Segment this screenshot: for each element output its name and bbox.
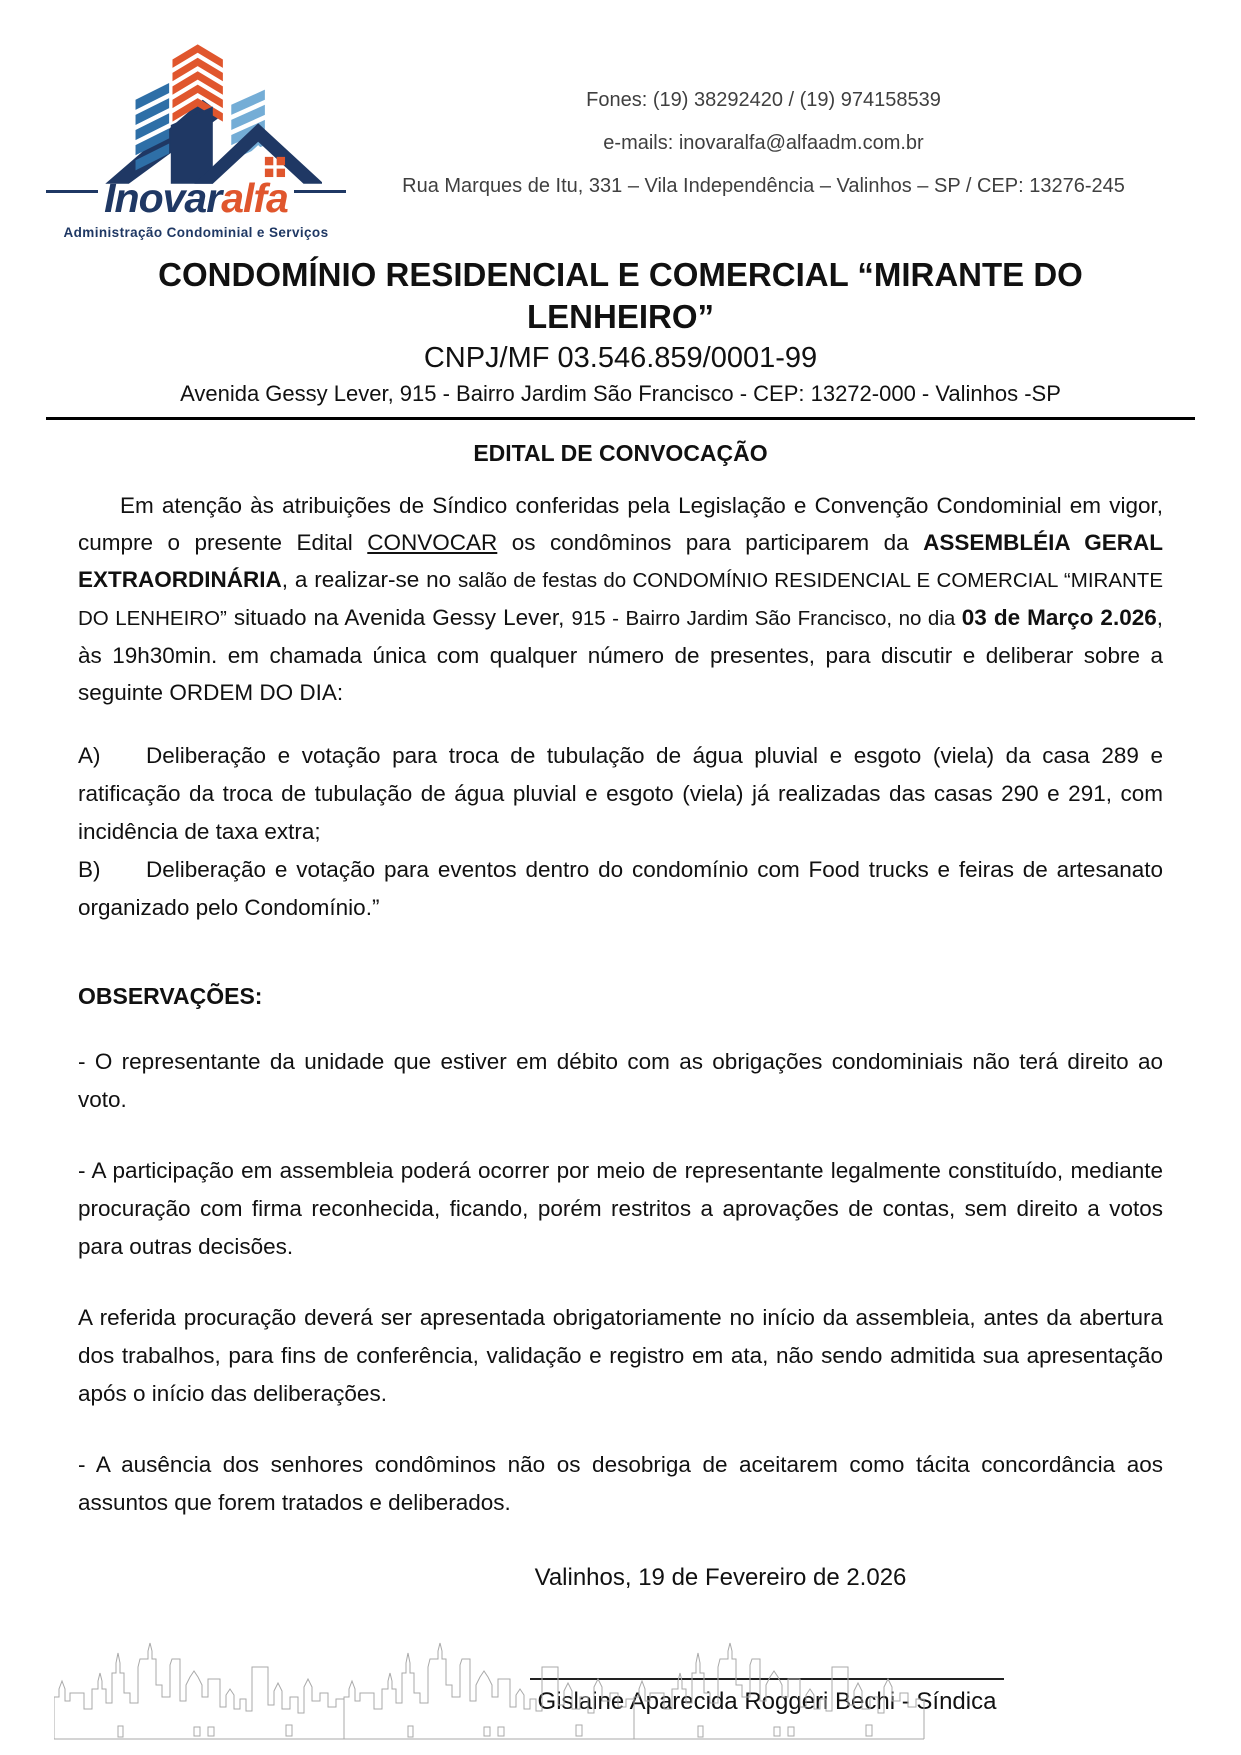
brand-wordmark bbox=[46, 175, 346, 221]
brand-inovar: Inovar bbox=[104, 175, 222, 221]
condo-address: Avenida Gessy Lever, 915 - Bairro Jardim São Francisco - CEP: 13272-000 - Valinhos -SP bbox=[180, 381, 1061, 407]
office-address-line: Rua Marques de Itu, 331 – Vila Independência – Valinhos – SP / CEP: 13276-245 bbox=[402, 175, 1125, 197]
condo-title: CONDOMÍNIO RESIDENCIAL E COMERCIAL “MIRANTE DO LENHEIRO” bbox=[158, 256, 1083, 336]
observation-paragraph-1: - O representante da unidade que estiver em débito com as obrigações condominiais não terá direito ao voto. bbox=[78, 1049, 1163, 1113]
emails-line: e-mails: inovaralfa@alfaadm.com.br bbox=[603, 132, 924, 154]
observation-paragraph-3: A referida procuração deverá ser apresentada obrigatoriamente no início da assembleia, antes da abertura dos trabalhos, para fins de conferência, validação e registro em ata, não sendo admitida sua apresentação após o início das deliberações. bbox=[78, 1305, 1163, 1407]
brand-alfa: alfa bbox=[221, 175, 288, 221]
phones-line: Fones: (19) 38292420 / (19) 974158539 bbox=[586, 89, 941, 111]
order-of-day-items bbox=[78, 737, 1163, 927]
brand-text bbox=[104, 175, 288, 221]
order-item-a bbox=[78, 737, 1163, 851]
edital-heading: EDITAL DE CONVOCAÇÃO bbox=[473, 440, 768, 467]
header bbox=[0, 0, 1241, 240]
buildings-house-logo-icon bbox=[70, 34, 322, 184]
brand-left-dash bbox=[46, 190, 98, 193]
brand-tagline: Administração Condominial e Serviços bbox=[63, 225, 329, 240]
observation-paragraph-4: - A ausência dos senhores condôminos não os desobriga de aceitarem como tácita concordância aos assuntos que forem tratados e deliberados. bbox=[78, 1452, 1163, 1516]
order-item-a-label: A) bbox=[78, 743, 101, 769]
signature-name: Gislaine Aparecida Roggeri Bechi - Síndica bbox=[537, 1688, 997, 1716]
document-body bbox=[78, 487, 1163, 1716]
inovaralfa-logo bbox=[46, 34, 346, 240]
order-item-b-text: Deliberação e votação para eventos dentro do condomínio com Food trucks e feiras de artesanato organizado pelo Condomínio.” bbox=[78, 857, 1163, 921]
contact-info bbox=[346, 34, 1181, 240]
order-item-b bbox=[78, 851, 1163, 927]
header-divider bbox=[46, 417, 1195, 420]
intro-paragraph: Em atenção às atribuições de Síndico conferidas pela Legislação e Convenção Condominial em vigor, cumpre o presente Edital CONVOCAR os condôminos para participarem da ASSEMBLÉIA GERAL EXTRAORDINÁRIA, a realizar-se no salão de festas do CONDOMÍNIO RESIDENCIAL E COMERCIAL “MIRANTE DO LENHEIRO” situado na Avenida Gessy Lever, 915 - Bairro Jardim São Francisco, no dia 03 de Março 2.026, às 19h30min. em chamada única com qualquer número de presentes, para discutir e deliberar sobre a seguinte ORDEM DO DIA: bbox=[78, 493, 1164, 706]
brand-right-dash bbox=[294, 190, 346, 193]
observations-heading: OBSERVAÇÕES: bbox=[78, 983, 263, 1010]
dateline: Valinhos, 19 de Fevereiro de 2.026 bbox=[534, 1564, 907, 1592]
order-item-a-text: Deliberação e votação para troca de tubulação de água pluvial e esgoto (viela) da casa 289 e ratificação da troca de tubulação de água pluvial e esgoto (viela) já realizadas das casas 290 e 291, com incidência de taxa extra; bbox=[78, 743, 1163, 845]
observation-paragraph-2: - A participação em assembleia poderá ocorrer por meio de representante legalmente constituído, mediante procuração com firma reconhecida, ficando, porém restritos a aprovações de contas, sem direito a votos para outras decisões. bbox=[78, 1158, 1163, 1260]
condo-cnpj: CNPJ/MF 03.546.859/0001-99 bbox=[423, 342, 818, 375]
order-item-b-label: B) bbox=[78, 857, 101, 883]
city-skyline-graphic bbox=[54, 1631, 926, 1749]
